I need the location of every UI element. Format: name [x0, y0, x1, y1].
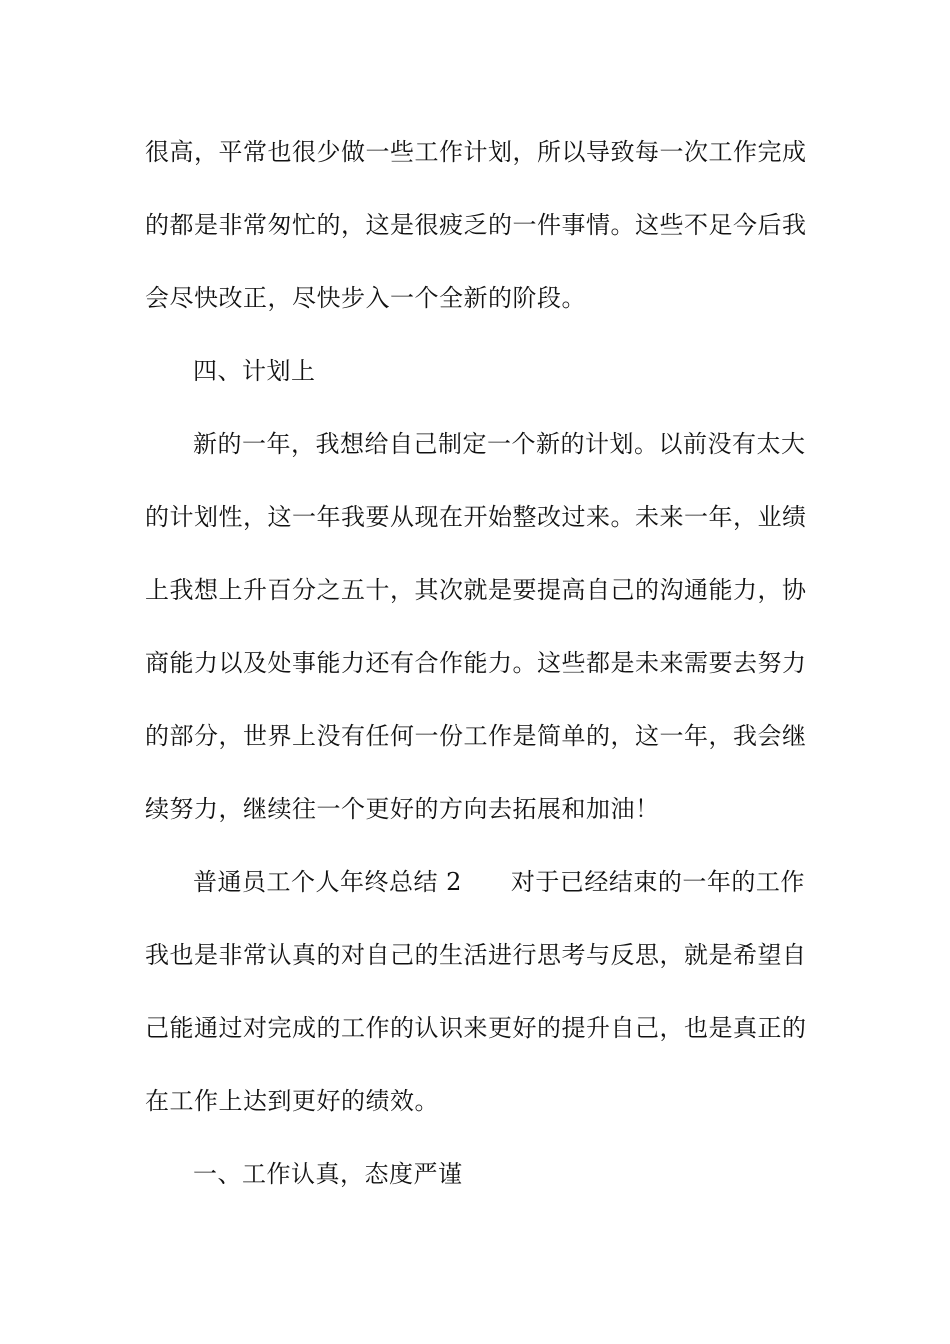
paragraph-line: 己能通过对完成的工作的认识来更好的提升自己，也是真正的: [145, 1014, 807, 1042]
paragraph-line: 的都是非常匆忙的，这是很疲乏的一件事情。这些不足今后我: [145, 211, 807, 239]
paragraph-line: 的计划性，这一年我要从现在开始整改过来。未来一年，业绩: [145, 503, 807, 531]
paragraph-line: 我也是非常认真的对自己的生活进行思考与反思，就是希望自: [145, 941, 807, 969]
section-heading: 四、计划上: [193, 357, 316, 385]
paragraph-line: 新的一年，我想给自己制定一个新的计划。以前没有太大: [193, 430, 806, 458]
paragraph-line: 上我想上升百分之五十，其次就是要提高自己的沟通能力，协: [145, 576, 807, 604]
paragraph-line: 续努力，继续往一个更好的方向去拓展和加油！: [145, 795, 660, 823]
section-heading: 一、工作认真，态度严谨: [193, 1160, 463, 1188]
paragraph-line: 商能力以及处事能力还有合作能力。这些都是未来需要去努力: [145, 649, 807, 677]
paragraph-line: 会尽快改正，尽快步入一个全新的阶段。: [145, 284, 586, 312]
paragraph-line: 的部分，世界上没有任何一份工作是简单的，这一年，我会继: [145, 722, 807, 750]
paragraph-line: 很高，平常也很少做一些工作计划，所以导致每一次工作完成: [145, 138, 807, 166]
paragraph-line: 普通员工个人年终总结 2 对于已经结束的一年的工作: [193, 868, 805, 896]
paragraph-line: 在工作上达到更好的绩效。: [145, 1087, 439, 1115]
